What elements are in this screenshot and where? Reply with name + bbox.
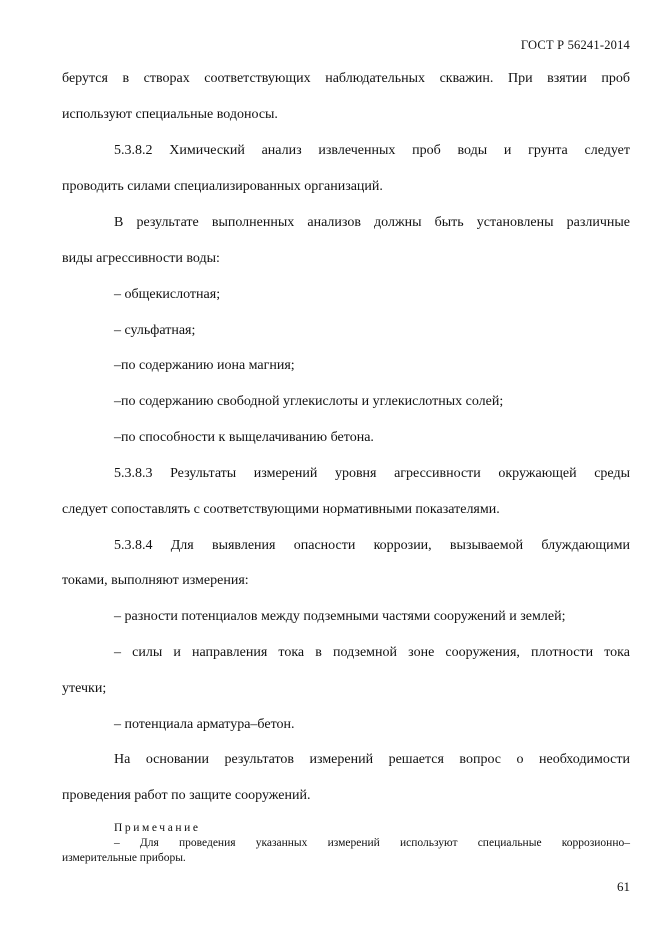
text-line: виды агрессивности воды: [62,251,220,266]
list-item: – сульфатная; [114,323,196,338]
list-item: – общекислотная; [114,287,221,302]
note-title: Примечание [114,822,201,834]
text-line: используют специальные водоносы. [62,107,278,122]
list-item: – потенциала арматура–бетон. [114,717,295,732]
page-number: 61 [617,879,630,894]
list-item: –по содержанию иона магния; [114,358,295,373]
text-line: На основании результатов измерений решается вопрос о необходимости [114,752,630,767]
text-line: проведения работ по защите сооружений. [62,788,311,803]
text-line: 5.3.8.4 Для выявления опасности коррозии, вызываемой блуждающими [114,538,630,553]
text-line: утечки; [62,681,107,696]
text-line: В результате выполненных анализов должны быть установлены различные [114,215,630,230]
text-line: 5.3.8.3 Результаты измерений уровня агрессивности окружающей среды [114,466,630,481]
text-line: берутся в створах соответствующих наблюдательных скважин. При взятии проб [62,71,630,86]
text-line: токами, выполняют измерения: [62,573,249,588]
note-line: – Для проведения указанных измерений используют специальные коррозионно– [114,837,630,849]
text-line: следует сопоставлять с соответствующими нормативными показателями. [62,502,500,517]
list-item: – разности потенциалов между подземными частями сооружений и землей; [114,609,566,624]
document-header: ГОСТ Р 56241-2014 [520,38,630,52]
text-line: проводить силами специализированных организаций. [62,179,383,194]
list-item: –по способности к выщелачиванию бетона. [114,430,374,445]
list-item: – силы и направления тока в подземной зоне сооружения, плотности тока [114,645,630,660]
note-line: измерительные приборы. [62,852,186,864]
list-item: –по содержанию свободной углекислоты и углекислотных солей; [114,394,504,409]
text-line: 5.3.8.2 Химический анализ извлеченных проб воды и грунта следует [114,143,630,158]
